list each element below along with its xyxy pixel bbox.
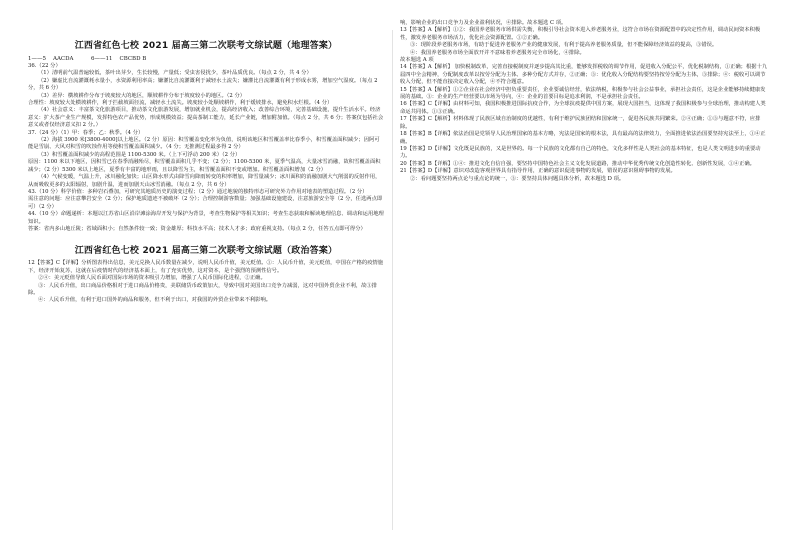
pol-line: 18【答案】B【详解】依法治国是党领导人民治理国家的基本方略，宪法是国家的根本法，具有最高的法律效力，全面推进依法治国要坚持宪法至上，①④正确。 [400,131,766,145]
left-column [28,0,384,550]
pol-line: ④：人民币升值，有利于进口国外的商品和服务，但不利于出口，对我国的外贸企业带来不利影响。 [38,297,272,304]
politics-answer-title: 江西省红色七校 2021 届高三第二次联考文综试题（政治答案） [74,246,338,257]
pol-line: 14【答案】A【解析】 加快税制改革，完善直接税制度并逐步提高其比重，能够发挥税收的调节作用，促进收入分配公平，优化税制结构，①正确；根据十九届四中全会精神，分配制度改革以按劳分配为主体、多种分配方式并存，②正确；③：优化收入分配结构要坚持按劳分配为主体，③排除；④：税收可以调节收入分配，但不能直接决定收入分配，④不符合题意。 [400,64,768,86]
politics-answer-body-left [28,260,384,304]
geo-line: （2）海拔 3900 米[3800-4000]以上地区。（2 分）原因：积雪覆盖变化率为负值，说明该地区积雪覆盖率比春季小，积雪覆盖面积减少；因阿可能是雪崩、大风对积雪的吹蚀作用等使积雪覆盖面积减少。（4 分；无推测过程最多得 2 分） [28,137,380,151]
pol-line: ③：人民币升值，出口商品价格相对于进口商品价格贵，美联储货币政策加大，导致中国对美国出口竞争力减弱，这对中国外贸企业不利，故③排除。 [28,282,378,296]
geography-answer-body [28,63,384,233]
pol-line: ③：现阶段养老服务市场，有助于促进养老服务产业的健康发展，有利于提高养老服务质量，但不能保障经济效益的提高，③错误。 [410,42,718,49]
pol-line: 响，影响企业的出口竞争力及企业盈利状况，④排除。故本题选 C 项。 [400,20,567,26]
geo-line: 43.（10 分）科学价值：多种岩石叠加，可研究其地质历史的演变过程；（2 分）通过地貌的独特形态可研究外力作用对地表的塑造过程。（2 分） [28,188,368,195]
pol-line: ④：我国养老服务市场全面放开并不意味着养老服务完全市场化，④排除。 [410,49,585,56]
geo-line: 答案：省内多山地丘陵；省域面积小；自然条件较一致；资金雄厚；科技水平高；技术人才多；政府重视支持。（每点 2 分，任答五点即可得分） [28,225,366,232]
pol-line: 20【答案】B【详解】①④：推进文化自信自强，要坚持中国特色社会主义文化发展道路，推动中华优秀传统文化创造性转化、创新性发展，①④正确。 [400,160,755,167]
geo-line: （4）气候变暖，气温上升，冰川融化加快；山区降水形式由降雪向降雨转变的积率增加，降雪量减少；冰川面积的消融加剧大气削弱的反射作用，从而吸收更多的太阳辐射，加剧升温，进而加剧天山冰雪消融。（每点 2 分，共 6 分） [28,174,381,188]
pol-line: 故本题选 A 项 [400,57,434,64]
geo-line: （3）积雪覆盖面积减少的高程范围是 1100-5300 米。（上下可浮动 200 米）（2 分） [38,151,241,158]
pol-line: 12【答案】C【详解】分析图表得出信息，美元兑换人民币数量在减少，说明人民币升值，美元贬值。①：人民币升值，美元贬值，中国在产格的疫情施下，经济开始复苏，这就在后疫情时代的经济基本面上，有了充实优势，这对资本，是个强烈的预测性信号。 [28,260,384,274]
pol-line: 21【答案】D【详解】意识对改造客观世界具有指导作用，正确的意识促进事物的发展，错误的意识阻碍事物的发展。 [400,168,676,175]
right-column [400,0,770,550]
column-divider [392,30,393,530]
geo-line: 37.（24 分）（1）甲：春季；乙：秋季。（4 分） [28,129,144,136]
geography-mcq-answers: 1——5 AACDA 6——11 CBCBD B [28,56,147,62]
geo-line: 36.（22 分） [28,63,61,69]
geo-line: （2）嫌虚比自流灌溉耗水量小，水资源利用率高；嫌灌比自流灌溉利于减轻水土流失；嫌灌比自流灌溉有利于形成水雾，增加空气湿度。（每点 2 分，共 6 分） [28,77,378,92]
geo-line: 44.（10 分）命题递析：本题以江苏省山区沿岸滩涂海岸开发与保护为背景，考查生物保护等相关知识；考查生态获取和解读地理信息、调动和运用地理知识。 [28,211,384,225]
pol-line: 15【答案】A【解析】①②企业在社会经济中担负重要责任，企业要诚信经营，依法纳税，积极参与社会公益事业，承担社会责任，这是企业能够持续健康发展的基础。③：企业的生产经营要以市场为导向，④：企业的首要目标是追求利润，不是承担社会责任。 [400,86,766,101]
pol-line: 13【答案】A【解析】①②：我国养老服务市场供需失衡，积极引导社会资本进入养老服务业，这符合市场在资源配置中的决定性作用，调动民间资本积极性，激发养老服务市场活力，优化社会资源配置。①②正确。 [400,27,761,41]
pol-line: 17【答案】C【解析】材料体现了民族区域自治制度的优越性，有利于维护民族团结和国家统一，促进各民族共同繁荣。②④正确；①③与题意不符，应排除。 [400,116,761,130]
geo-line: 原因：1100 米以下地区，因积雪已在春季消融殆尽，积雪覆盖面积几乎不变；（2 分）；1100-5300 米，夏季气温高，大量冰雪消融，故积雪覆盖面积减少；（2 分）5300 米以上地区，夏季有丰富的地形雨，且以降雪为主，积雪覆盖面积不变或增加。积雪覆盖面积增加（2 分） [28,159,381,173]
geo-line: （4）社会意义：丰富茶文化旅游项目，推动茶文化旅游发展，增加就业机会，提高经济收入；改善综合环境，完善基础设施，提升生活水平。经济意义：扩大茶产业生产规模，发挥特色农产品优势，形成规模效益；提高茶制工能力，延长产业链，增加附加值。（每点 2 分，共 6 分；答案仅包括社会意义或者仅经济意义扣 2 分。） [28,107,384,129]
pol-line: 16【答案】C【详解】由材料可知，我国积极推进国际抗疫合作，为全球抗疫提供中国方案，展现大国担当，这体现了我国积极参与全球治理，推动构建人类命运共同体。①③正确。 [400,101,766,115]
geo-line: 需注意的问题：应注意攀岩安全（2 分）；保护地质遗迹不被破坏（2 分）；合理控制游客数量；加强基础设施建设，注意旅游安全等（2 分，任选两点即可）（2 分） [28,196,383,210]
pol-line: ②：看问题要坚持两点论与重点论的统一，③：要坚持具体问题具体分析，故本题选 D 项。 [410,175,625,182]
geo-line: 合理性：坡度较大处横坡耕作，利于拦截坡面径流，减轻水土流失。坡度较小处顺坡耕作，利于缓坡排水，避免积水烂根。（4 分） [28,100,333,107]
pol-line: ②④：美元贬值导致人民币面对国际市场的资本吸引力增加，增强了人民币国际化进程，②正确。 [38,275,266,282]
pol-line: 19【答案】D【详解】文化既是民族的，又是世界的。每一个民族的文化都有自己的特色，文化多样性是人类社会的基本特征，也是人类文明进步的重要动力。 [400,145,761,160]
geography-answer-title: 江西省红色七校 2021 届高三第二次联考文综试题（地理答案） [74,41,338,51]
geo-line: （1）清明前气温普遍较低，茶叶出芽少，生长较慢，产量低；受虫害侵扰少，茶叶品质优良。（每点 2 分，共 4 分） [38,70,312,77]
geo-line: （3）差异：横坡耕作分布于坡度较大的地区，顺坡耕作分布于坡度较小的地区。（2 分） [38,92,246,99]
